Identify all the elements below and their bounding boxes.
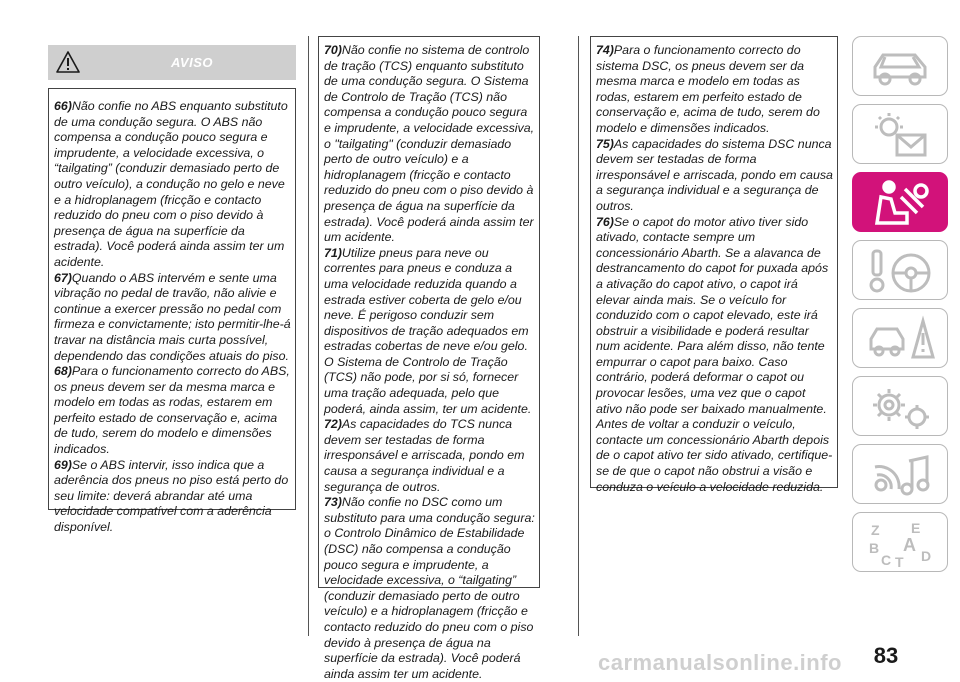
note-number: 76)	[596, 214, 614, 229]
note-text: Para o funcionamento correcto do ABS, os pneus devem ser da mesma marca e modelo em todas as rodas, estarem em perfeito estado de conservação e, acima de tudo, serem do modelo e dimensões indicados.	[54, 364, 290, 457]
page-number: 83	[873, 643, 899, 668]
note-text: As capacidades do sistema DSC nunca devem ser testadas de forma irresponsável e arriscada, pondo em causa a segurança individual e a segurança de outros.	[596, 136, 833, 213]
tab-warning-lights[interactable]	[852, 104, 948, 164]
paragraph-66	[54, 99, 291, 271]
note-text: Não confie no DSC como um substituto para uma condução segura: o Controlo Dinâmico de Estabilidade (DSC) não compensa a condução pouco segura e imprudente, a velocidade excessiva, o “tailgating” (conduzir demasiado perto de outro veículo) e a hidroplanagem (fricção e contacto reduzido do pneu com o piso devido à presença de água na superfície da estrada). Você poderá ainda assim ter um acidente.	[324, 495, 535, 681]
paragraph-70	[324, 43, 535, 246]
road-emergency-icon	[867, 315, 935, 363]
note-number: 69)	[54, 457, 72, 472]
note-number: 66)	[54, 99, 72, 113]
multimedia-icon	[867, 451, 935, 499]
tab-start-driving[interactable]	[852, 240, 948, 300]
car-icon	[867, 43, 935, 91]
paragraph-72	[324, 417, 535, 495]
index-letter: T	[895, 554, 904, 569]
paragraph-74	[596, 43, 833, 137]
note-text: Quando o ABS intervém e sente uma vibração no pedal de travão, não alivie e continue a exercer pressão no pedal com firmeza e convictamente; isto permitir-lhe-á travar na distância mais curta possível, dependendo das condições atuais do piso.	[54, 270, 291, 363]
maintenance-gears-icon	[867, 383, 935, 431]
tab-maintenance[interactable]	[852, 376, 948, 436]
index-letter: Z	[871, 522, 880, 538]
index-letter: C	[881, 552, 892, 568]
note-number: 71)	[324, 245, 342, 260]
paragraph-71	[324, 246, 535, 418]
tab-multimedia[interactable]	[852, 444, 948, 504]
tab-safety[interactable]	[852, 172, 948, 232]
note-number: 74)	[596, 43, 614, 57]
note-text: Utilize pneus para neve ou correntes para pneus e conduza a uma velocidade reduzida quando a estrada estiver coberta de gelo e/ou neve. É perigoso conduzir sem dispositivos de tração adequados em estradas cobertas de neve e/ou gelo. O Sistema de Controlo de Tração (TCS) não pode, por si só, fornecer uma tração adequada, pelo que poderá, ainda assim, ter um acidente.	[324, 245, 532, 416]
warning-box-dsc	[590, 36, 838, 494]
column-divider	[308, 36, 309, 636]
index-letter: B	[869, 540, 880, 556]
note-text: Para o funcionamento correcto do sistema DSC, os pneus devem ser da mesma marca e modelo em todas as rodas, estarem em perfeito estado de conservação e, acima de tudo, serem do modelo e dimensões indicados.	[596, 43, 820, 135]
note-number: 75)	[596, 136, 614, 151]
watermark: carmanualsonline.info	[598, 650, 842, 675]
paragraph-68	[54, 364, 291, 458]
key-steering-wheel-icon	[867, 247, 935, 295]
note-number: 72)	[324, 417, 342, 432]
note-number: 68)	[54, 364, 72, 379]
column-divider	[578, 36, 579, 636]
warning-box-tcs	[318, 36, 540, 681]
warning-lights-icon	[867, 111, 935, 159]
index-letter: E	[911, 520, 921, 536]
index-letter: D	[921, 548, 932, 564]
paragraph-69	[54, 458, 291, 536]
tab-car[interactable]	[852, 36, 948, 96]
paragraph-67	[54, 271, 291, 365]
warning-box-abs	[48, 88, 296, 535]
note-number: 67)	[54, 270, 72, 285]
note-text: Se o capot do motor ativo tiver sido ativado, contacte sempre um concessionário Abarth. Se a alavanca de destrancamento do capot for puxada após a ativação do capot ativo, o capot irá elevar ainda mais. Se o veículo for conduzido com o capot elevado, este irá obstruir a visibilidade e poderá resultar num acidente. Para além disso, não tente empurrar o capot para baixo. Caso contrário, poderá deformar o capot ou provocar lesões, uma vez que o capot ativo não pode ser baixado manualmente. Antes de voltar a conduzir o veículo, contacte um concessionário Abarth depois de o capot ativo ter sido ativado, certifique-se de que o capot não obstrui a visão e conduza o veículo a velocidade reduzida.	[596, 214, 833, 494]
tab-emergency[interactable]	[852, 308, 948, 368]
index-letters-icon	[867, 519, 935, 569]
note-text: As capacidades do TCS nunca devem ser testadas de forma irresponsável e arriscada, pondo em causa a segurança individual e a segurança de outros.	[324, 417, 525, 494]
note-number: 73)	[324, 495, 342, 510]
note-text: Não confie no ABS enquanto substituto de uma condução segura. O ABS não compensa a condução pouco segura e imprudente, a velocidade excessiva, o “tailgating” (conduzir demasiado perto de outro veículo), a condução no gelo e neve e a hidroplanagem (fricção e contacto reduzido do pneu com o piso devido à presença de água na superfície da estrada). Você poderá ainda assim ter um acidente.	[54, 99, 288, 269]
index-letter: A	[903, 535, 916, 555]
seat-airbag-icon	[867, 179, 935, 227]
paragraph-76	[596, 215, 833, 496]
note-number: 70)	[324, 43, 342, 57]
note-text: Se o ABS intervir, isso indica que a aderência dos pneus no piso está perto do seu limite: deverá abrandar até uma velocidade compatível com a aderência disponível.	[54, 457, 289, 535]
warning-title: AVISO	[171, 55, 213, 70]
note-text: Não confie no sistema de controlo de tração (TCS) enquanto substituto de uma condução segura. O Sistema de Controlo de Tração (TCS) não compensa a condução pouco segura e imprudente, a velocidade excessiva, o "tailgating" (conduzir demasiado perto de outro veículo) e a hidroplanagem (fricção e contacto reduzido do pneu com o piso devido à presença de água na superfície da estrada). Você poderá ainda assim ter um acidente.	[324, 43, 535, 245]
tab-index[interactable]	[852, 512, 948, 572]
paragraph-73	[324, 495, 535, 682]
warning-header	[48, 45, 296, 80]
paragraph-75	[596, 137, 833, 215]
